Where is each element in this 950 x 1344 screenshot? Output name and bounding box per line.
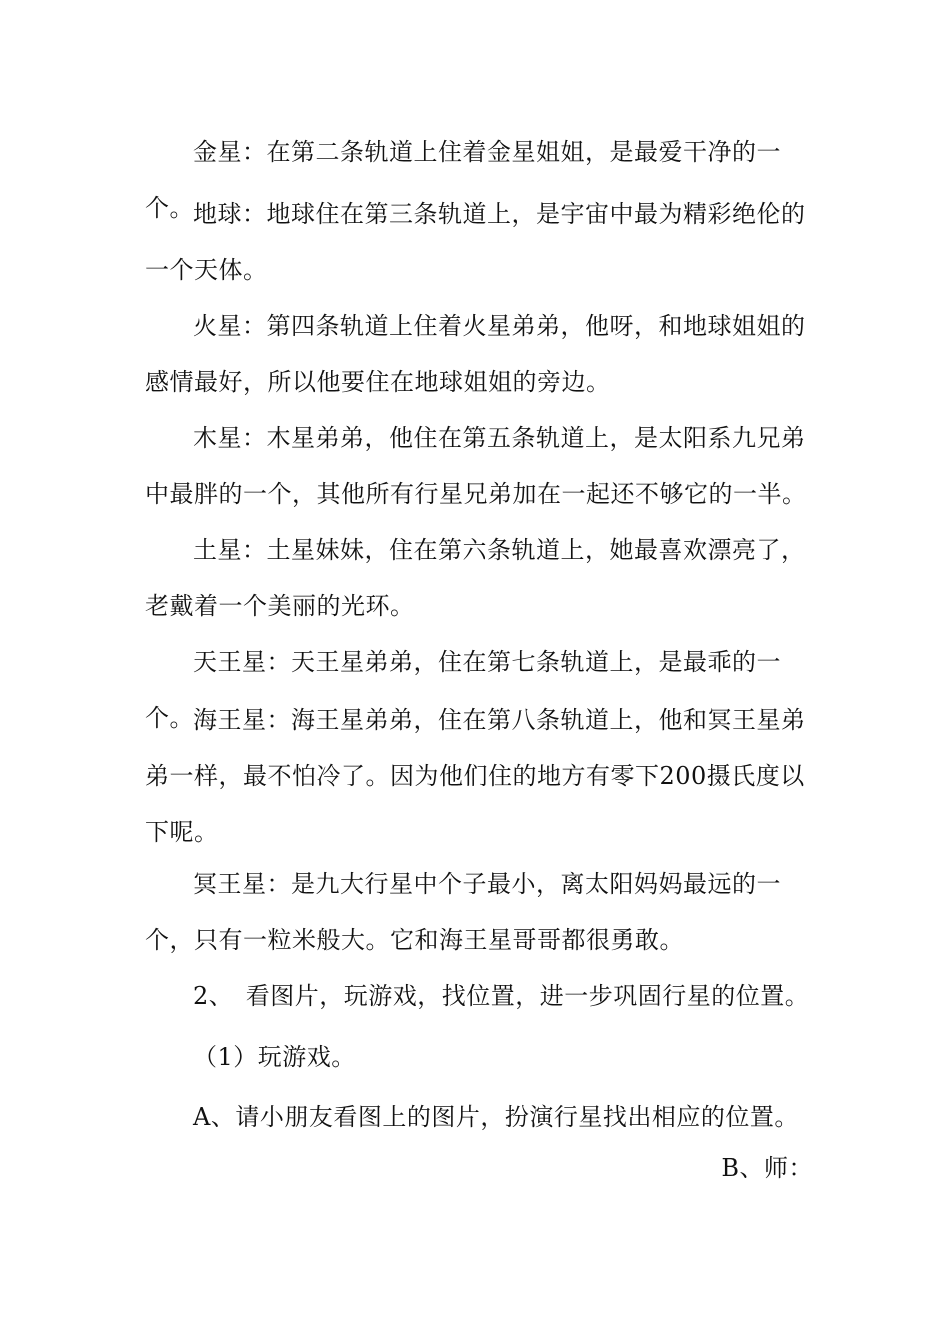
- paragraph-venus: 金星：在第二条轨道上住着金星姐姐，是最爱干净的一个。: [145, 138, 781, 222]
- paragraph-saturn: 土星：土星妹妹，住在第六条轨道上，她最喜欢漂亮了，老戴着一个美丽的光环。: [145, 536, 806, 620]
- paragraph-item-a: A、请小朋友看图上的图片，扮演行星找出相应的位置。: [193, 1103, 799, 1131]
- paragraph-neptune: 海王星：海王星弟弟，住在第八条轨道上，他和冥王星弟弟一样，最不怕冷了。因为他们住的地方有零下200摄氏度以下呢。: [145, 706, 806, 846]
- paragraph-play-game: （1）玩游戏。: [193, 1043, 356, 1071]
- paragraph-mars: 火星：第四条轨道上住着火星弟弟，他呀，和地球姐姐的感情最好，所以他要住在地球姐姐的旁边。: [145, 312, 806, 396]
- paragraph-item-b: B、师：: [721, 1154, 813, 1182]
- paragraph-earth: 地球：地球住在第三条轨道上，是宇宙中最为精彩绝伦的一个天体。: [145, 200, 806, 284]
- paragraph-pluto: 冥王星：是九大行星中个子最小，离太阳妈妈最远的一个，只有一粒米般大。它和海王星哥哥都很勇敢。: [145, 870, 781, 954]
- paragraph-uranus: 天王星：天王星弟弟，住在第七条轨道上，是最乖的一个。: [145, 648, 781, 732]
- paragraph-jupiter: 木星：木星弟弟，他住在第五条轨道上，是太阳系九兄弟中最胖的一个，其他所有行星兄弟加在一起还不够它的一半。: [145, 424, 807, 508]
- paragraph-step-2: 2、 看图片，玩游戏，找位置，进一步巩固行星的位置。: [193, 982, 810, 1010]
